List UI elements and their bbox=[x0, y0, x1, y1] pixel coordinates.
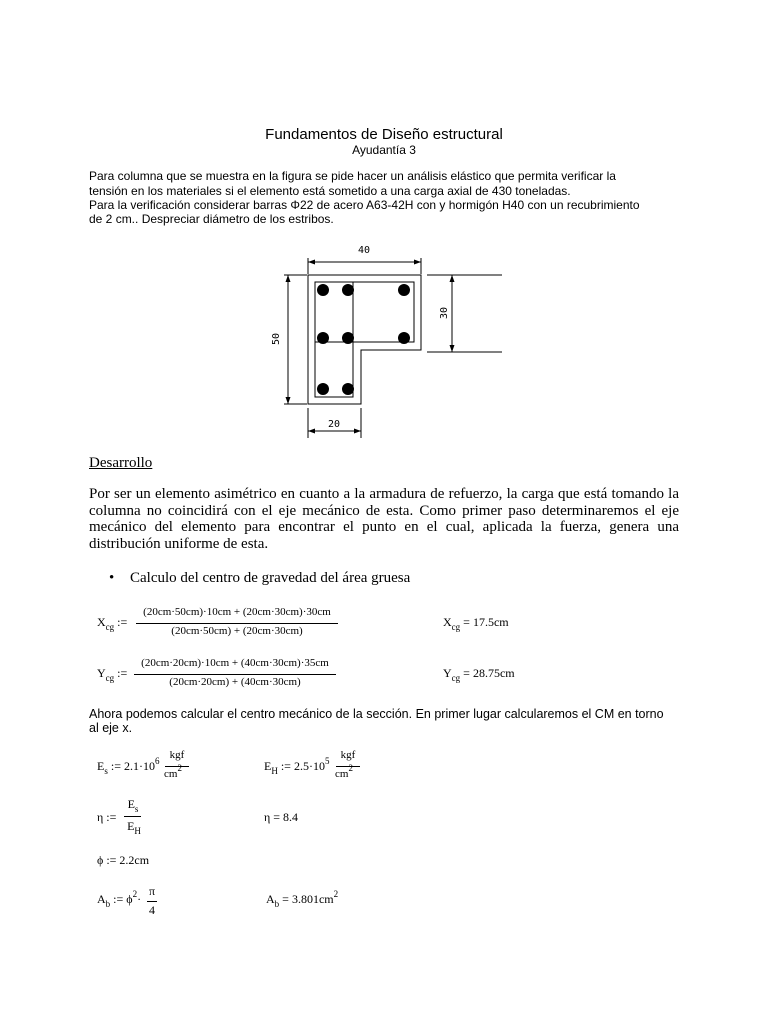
eh-unit-denominator: $cm^2$ bbox=[335, 763, 353, 780]
eh-definition: $E_H$ := $2.5\cdot 10^5$ bbox=[264, 756, 330, 776]
document-subtitle: Ayudantía 3 bbox=[352, 143, 416, 157]
intro-line-4: de 2 cm.. Despreciar diámetro de los estribos. bbox=[89, 212, 334, 226]
intro-line-3: Para la verificación considerar barras Φ22 de acero A63-42H con y hormigón H40 con un recubrimiento bbox=[89, 198, 640, 212]
ab-fraction-bar bbox=[147, 901, 157, 902]
rebar bbox=[317, 332, 329, 344]
column-section-figure bbox=[262, 238, 512, 440]
bullet-marker: • bbox=[109, 570, 115, 586]
dim-label-bottom: 20 bbox=[327, 419, 341, 430]
es-unit-numerator: kgf bbox=[169, 749, 185, 761]
ab-result: $A_b = 3.801cm^2$ bbox=[266, 889, 339, 909]
xcg-numerator: (20cm·50cm)·10cm + (20cm·30cm)·30cm bbox=[143, 606, 331, 618]
eta-denominator: $E_H$ bbox=[127, 819, 141, 836]
intro-line-2: tensión en los materiales si el elemento está sometido a una carga axial de 430 toneladas. bbox=[89, 184, 571, 198]
intro-line-1: Para columna que se muestra en la figura se pide hacer un análisis elástico que permita verificar la bbox=[89, 169, 616, 183]
xcg-fraction-bar bbox=[136, 623, 338, 624]
es-definition: $E_s$ := $2.1\cdot 10^6$ bbox=[97, 756, 160, 776]
rebar bbox=[317, 284, 329, 296]
rebar bbox=[342, 284, 354, 296]
rebar bbox=[398, 332, 410, 344]
document-title: Fundamentos de Diseño estructural bbox=[265, 126, 503, 143]
note-line-1: Ahora podemos calcular el centro mecánico de la sección. En primer lugar calcularemos el CM en torno bbox=[89, 707, 664, 721]
bullet-text: Calculo del centro de gravedad del área gruesa bbox=[130, 570, 411, 586]
eta-numerator: $E_s$ bbox=[127, 797, 139, 814]
rebar bbox=[342, 332, 354, 344]
es-unit-denominator: $cm^2$ bbox=[164, 763, 182, 780]
eta-result: η = 8.4 bbox=[264, 810, 299, 824]
dim-label-left: 50 bbox=[271, 332, 282, 346]
dim-label-right: 30 bbox=[439, 306, 450, 320]
ab-four: 4 bbox=[149, 903, 155, 917]
ycg-denominator: (20cm·20cm) + (40cm·30cm) bbox=[169, 676, 301, 688]
eta-lhs: η := bbox=[97, 810, 117, 824]
eh-unit-numerator: kgf bbox=[340, 749, 356, 761]
eta-fraction-bar bbox=[124, 816, 141, 817]
section-paragraph: Por ser un elemento asimétrico en cuanto a la armadura de refuerzo, la carga que está tomando la columna no coincidirá con el eje mecánico de esta. Como primer paso determinaremos el eje mecánico del elemento para encontrar el punto en el cual, aplicada la fuerza, genera una distribución uniforme de esta. bbox=[89, 486, 679, 552]
rebar bbox=[342, 383, 354, 395]
ab-pi: π bbox=[148, 884, 156, 898]
ycg-lhs: $Y_{cg}$ := bbox=[97, 666, 128, 683]
note-line-2: al eje x. bbox=[89, 721, 133, 735]
xcg-result: $X_{cg} = 17.5cm$ bbox=[443, 615, 509, 632]
ab-definition: $A_b$ := $\phi^2\cdot$ bbox=[97, 889, 142, 909]
xcg-lhs: $X_{cg}$ := bbox=[97, 615, 128, 632]
dim-label-top: 40 bbox=[357, 245, 371, 256]
xcg-denominator: (20cm·50cm) + (20cm·30cm) bbox=[171, 625, 303, 637]
ycg-result: $Y_{cg} = 28.75cm$ bbox=[443, 666, 515, 683]
phi-definition: ϕ := 2.2cm bbox=[97, 853, 150, 867]
rebar bbox=[317, 383, 329, 395]
section-heading: Desarrollo bbox=[89, 455, 153, 471]
rebar bbox=[398, 284, 410, 296]
ycg-fraction-bar bbox=[134, 674, 336, 675]
ycg-numerator: (20cm·20cm)·10cm + (40cm·30cm)·35cm bbox=[141, 657, 329, 669]
